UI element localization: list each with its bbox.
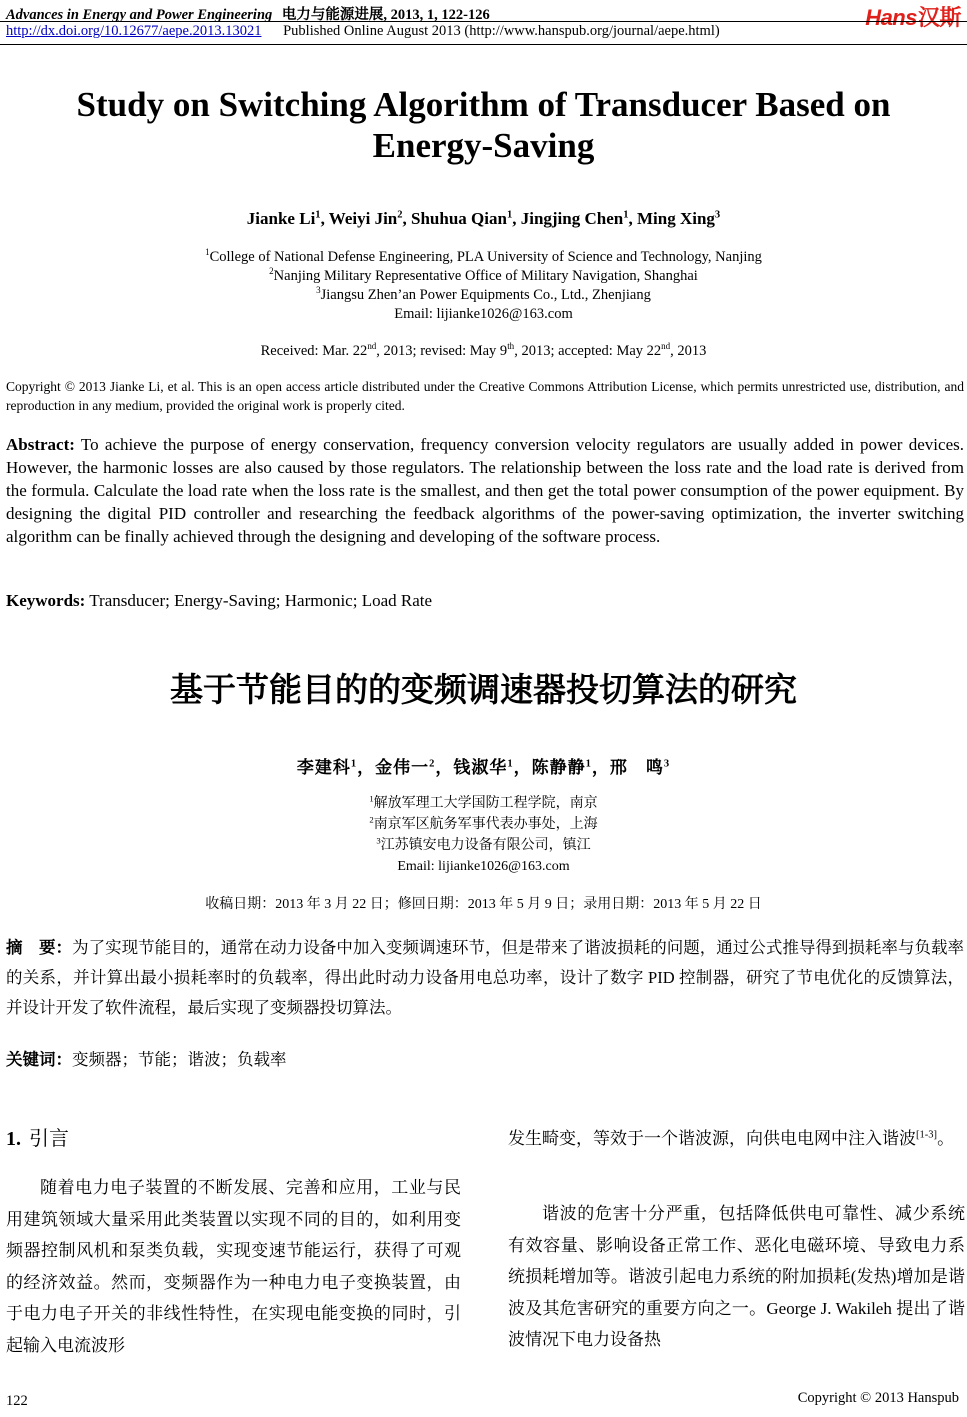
journal-name: Advances in Energy and Power Engineering [6, 7, 273, 23]
author: Jianke Li$^1$, [246, 209, 329, 228]
page-number: 122 [6, 1393, 28, 1409]
section-number: 1. [6, 1128, 21, 1150]
author: 陈静静$^1$， [531, 758, 610, 777]
keywords-cn [6, 1046, 964, 1070]
paper-title-cn: 基于节能目的的变频调速器投切算法的研究 [170, 670, 797, 709]
abstract-cn [6, 933, 964, 1023]
keywords-cn-label: 关键词： [6, 1050, 72, 1069]
keywords-label: Keywords: [6, 591, 86, 610]
affiliation: $^3$Jiangsu Zhen’an Power Equipments Co., Ltd., Zhenjiang [316, 285, 651, 303]
email-cn: Email: lijianke1026@163.com [397, 859, 570, 874]
author: 李建科$^1$， [296, 758, 376, 777]
author: 邢 鸣$^3$ [609, 758, 671, 777]
affiliation: $^2$南京军区航务军事代表办事处，上海 [369, 814, 598, 832]
keywords-cn-text: 变频器；节能；谐波；负载率 [72, 1050, 287, 1069]
affiliation: $^1$解放军理工大学国防工程学院，南京 [369, 793, 598, 811]
affiliation: $^3$江苏镇安电力设备有限公司，镇江 [376, 835, 591, 853]
author: Weiyi Jin$^2$, [328, 209, 412, 228]
email-en: Email: lijianke1026@163.com [394, 306, 573, 322]
footer-copyright: Copyright © 2013 Hanspub [797, 1390, 959, 1406]
doi-line [6, 23, 720, 40]
copyright-notice: Copyright © 2013 Jianke Li, et al. This is an open access article distributed under the Creative Commons Attribution License, which permits unrestricted use, distribution, and reproduction in any medium, provided the original work is properly cited. [6, 379, 964, 413]
section-heading [6, 1122, 69, 1151]
abstract-text: To achieve the purpose of energy conservation, frequency conversion velocity regulators are usually added in power devices. However, the harmonic losses are also caused by those regulators. The relationship between the loss rate and the load rate is derived from the formula. Calculate the load rate when the loss rate is the smallest, and then get the total power consumption of the power equipment. By designing the digital PID controller and researching the feedback algorithms of the power-saving optimization, the inverter switching algorithm can be finally achieved through the designing and developing of the software process. [6, 435, 964, 546]
affiliations-en [0, 248, 967, 324]
keywords-en [6, 591, 964, 611]
author: Ming Xing$^3$ [636, 209, 721, 228]
abstract-cn-text: 为了实现节能目的，通常在动力设备中加入变频调速环节，但是带来了谐波损耗的问题，通过公式推导得到损耗率与负载率的关系，并计算出最小损耗率时的负载率，得出此时动力设备用电总功率，设计了数字 PID 控制器，研究了节电优化的反馈算法，并设计开发了软件流程，最后实现了变频器投切算法。 [6, 938, 965, 1017]
author: 钱淑华$^1$， [453, 758, 532, 777]
author: Shuhua Qian$^1$, [411, 209, 521, 228]
author: 金伟一$^2$， [375, 758, 454, 777]
logo-text-cn: 汉斯 [917, 5, 961, 30]
abstract-cn-label: 摘 要： [6, 938, 73, 957]
affiliation: $^1$College of National Defense Engineering, PLA University of Science and Technology, Nanjing [205, 247, 762, 265]
author: Jingjing Chen$^1$, [520, 209, 637, 228]
keywords-text: Transducer; Energy-Saving; Harmonic; Load Rate [85, 591, 433, 610]
affiliation: $^2$Nanjing Military Representative Office of Military Navigation, Shanghai [269, 266, 698, 284]
authors-cn [0, 753, 967, 778]
header-rule [0, 21, 967, 22]
dates-cn: 收稿日期：2013 年 3 月 22 日；修回日期：2013 年 5 月 9 日；录用日期：2013 年 5 月 22 日 [205, 897, 762, 912]
dates-en: Received: Mar. 22nd, 2013; revised: May 9th, 2013; accepted: May 22nd, 2013 [260, 341, 707, 359]
journal-cn-info: 电力与能源进展, 2013, 1, 122-126 [281, 7, 490, 23]
body-column-left: 随着电力电子装置的不断发展、完善和应用，工业与民用建筑领域大量采用此类装置以实现不同的目的，如利用变频器控制风机和泵类负载，实现变速节能运行，获得了可观的经济效益。然而，变频器作为一种电力电子变换装置，由于电力电子开关的非线性特性，在实现电能变换的同时，引起输入电流波形 [6, 1178, 461, 1355]
hanspub-logo [865, 1, 961, 32]
logo-text-en: Hans [865, 5, 917, 30]
authors-en [0, 209, 967, 229]
citation-ref: [1-3] [916, 1129, 938, 1141]
abstract-label: Abstract: [6, 435, 75, 454]
published-online: Published Online August 2013 (http://www.hanspub.org/journal/aepe.html) [283, 23, 720, 39]
header-rule-bottom [0, 44, 967, 45]
affiliations-cn [0, 793, 967, 877]
body-column-right-p2: 谐波的危害十分严重，包括降低供电可靠性、减少系统有效容量、影响设备正常工作、恶化电磁环境、导致电力系统损耗增加等。谐波引起电力系统的附加损耗(发热)增加是谐波及其危害研究的重要方向之一。George J. Wakileh 提出了谐波情况下电力设备热 [508, 1204, 965, 1349]
abstract-en [6, 433, 964, 548]
paper-title-en: Study on Switching Algorithm of Transducer Based on Energy-Saving [76, 85, 891, 165]
doi-link[interactable]: http://dx.doi.org/10.12677/aepe.2013.13021 [6, 23, 262, 39]
section-title: 引言 [29, 1126, 69, 1150]
body-column-right-p1: 发生畸变，等效于一个谐波源，向供电电网中注入谐波[1-3]。 [508, 1129, 955, 1148]
